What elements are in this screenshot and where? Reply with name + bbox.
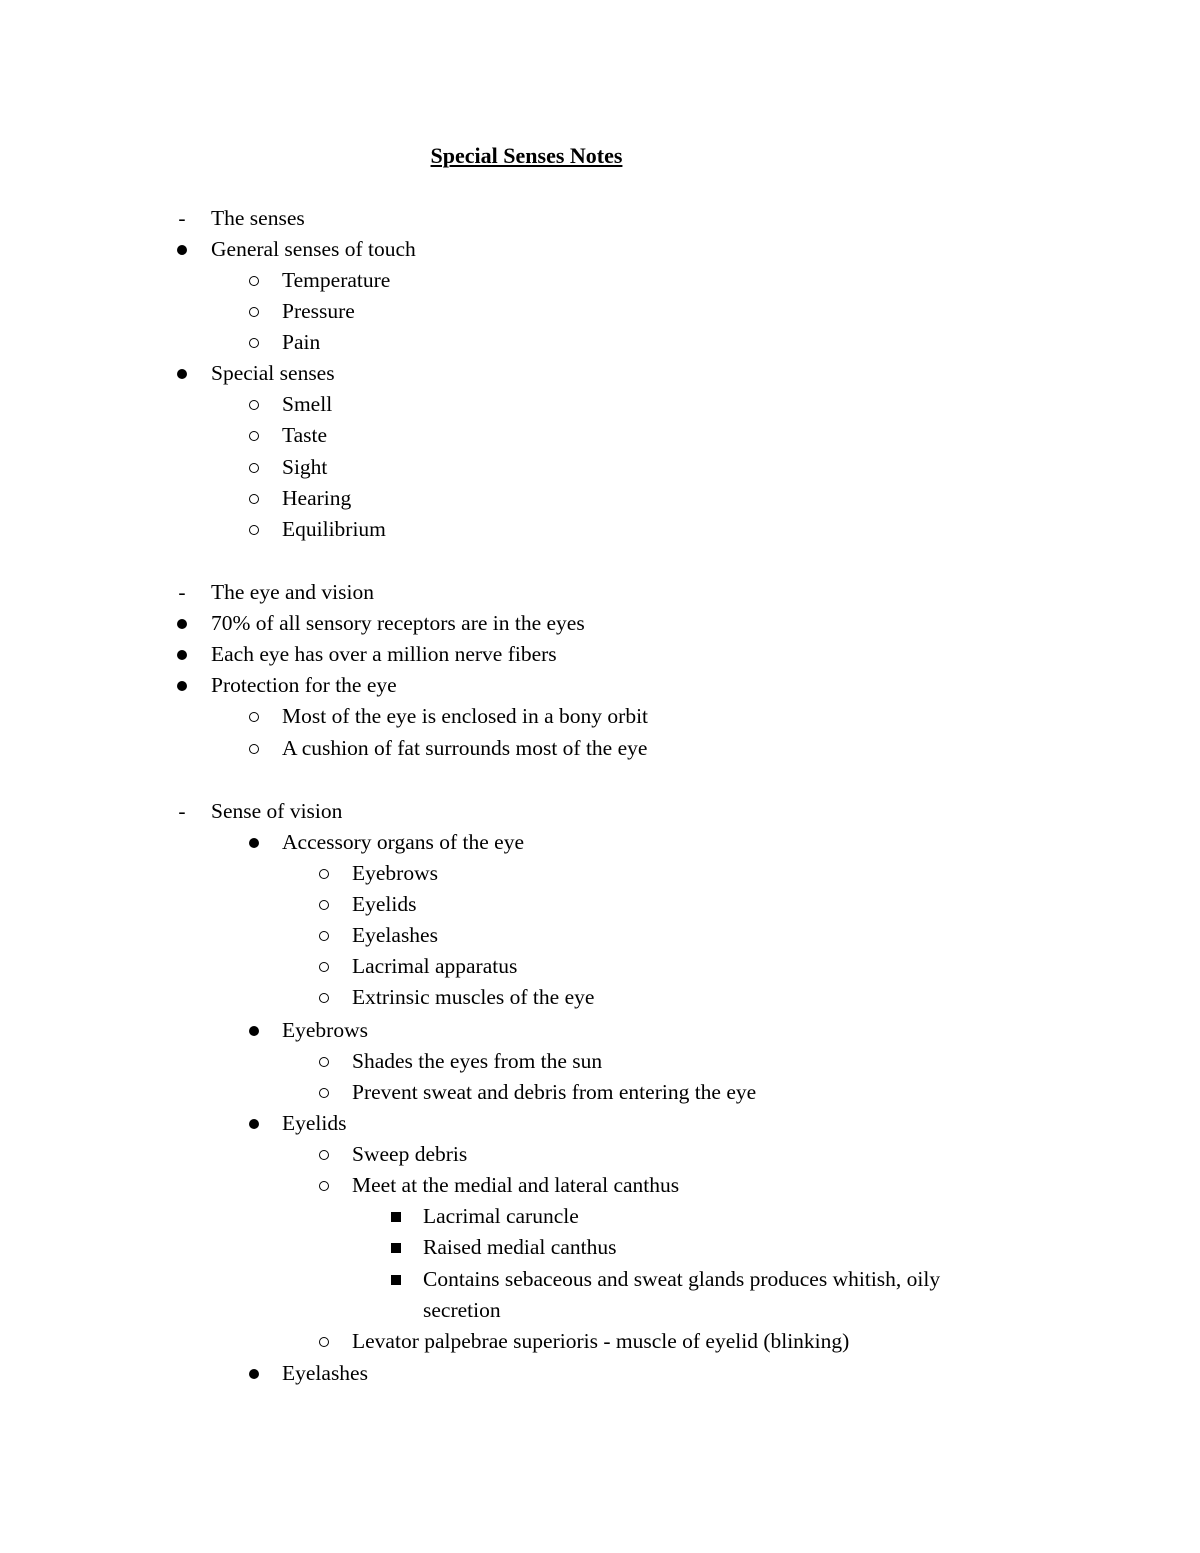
circle-bullet-icon (314, 889, 334, 920)
list-item: Protection for the eye (0, 670, 1100, 701)
list-item: Equilibrium (0, 514, 1100, 545)
list-item: Taste (0, 420, 1100, 451)
list-item: Most of the eye is enclosed in a bony orbit (0, 701, 1100, 732)
list-item: Extrinsic muscles of the eye (0, 982, 1100, 1013)
circle-bullet-icon (244, 701, 264, 732)
disc-bullet-icon (172, 234, 192, 265)
circle-bullet-icon (244, 265, 264, 296)
list-item: Meet at the medial and lateral canthus (0, 1170, 1100, 1201)
square-bullet-icon (386, 1232, 406, 1263)
circle-bullet-icon (244, 296, 264, 327)
list-item: Raised medial canthus (0, 1232, 1100, 1263)
list-item: Eyelids (0, 889, 1100, 920)
section-heading: - The eye and vision (0, 577, 1100, 608)
square-bullet-icon (386, 1201, 406, 1232)
list-item: Eyebrows (0, 858, 1100, 889)
list-item: Shades the eyes from the sun (0, 1046, 1100, 1077)
circle-bullet-icon (244, 483, 264, 514)
list-item: Eyelids (0, 1108, 1100, 1139)
list-item: Sweep debris (0, 1139, 1100, 1170)
circle-bullet-icon (244, 327, 264, 358)
list-item: Pain (0, 327, 1100, 358)
dash-bullet-icon (172, 796, 192, 827)
circle-bullet-icon (314, 1046, 334, 1077)
disc-bullet-icon (172, 608, 192, 639)
page-title: Special Senses Notes (430, 143, 623, 168)
list-item: Eyelashes (0, 920, 1100, 951)
circle-bullet-icon (244, 452, 264, 483)
circle-bullet-icon (314, 951, 334, 982)
circle-bullet-icon (314, 1139, 334, 1170)
dash-bullet-icon (172, 203, 192, 234)
list-item: Lacrimal caruncle (0, 1201, 1100, 1232)
circle-bullet-icon (314, 1077, 334, 1108)
list-item: Special senses (0, 358, 1100, 389)
section-heading: - Sense of vision (0, 796, 1100, 827)
disc-bullet-icon (172, 639, 192, 670)
circle-bullet-icon (244, 514, 264, 545)
dash-bullet-icon (172, 577, 192, 608)
circle-bullet-icon (314, 1326, 334, 1357)
square-bullet-icon (386, 1264, 406, 1295)
list-item: 70% of all sensory receptors are in the eyes (0, 608, 1100, 639)
list-item: Pressure (0, 296, 1100, 327)
disc-bullet-icon (244, 827, 264, 858)
list-item: Temperature (0, 265, 1100, 296)
list-item: Hearing (0, 483, 1100, 514)
list-item: Smell (0, 389, 1100, 420)
list-item: Levator palpebrae superioris - muscle of eyelid (blinking) (0, 1326, 1100, 1357)
section-heading: - The senses (0, 203, 1100, 234)
list-item: Eyelashes (0, 1358, 1100, 1389)
circle-bullet-icon (244, 733, 264, 764)
circle-bullet-icon (314, 1170, 334, 1201)
list-item: Sight (0, 452, 1100, 483)
list-item: Lacrimal apparatus (0, 951, 1100, 982)
disc-bullet-icon (244, 1108, 264, 1139)
disc-bullet-icon (172, 670, 192, 701)
circle-bullet-icon (244, 389, 264, 420)
circle-bullet-icon (314, 982, 334, 1013)
list-item: Prevent sweat and debris from entering the eye (0, 1077, 1100, 1108)
disc-bullet-icon (244, 1358, 264, 1389)
list-item: A cushion of fat surrounds most of the eye (0, 733, 1100, 764)
circle-bullet-icon (314, 858, 334, 889)
disc-bullet-icon (244, 1015, 264, 1046)
list-item: Eyebrows (0, 1015, 1100, 1046)
list-item: Contains sebaceous and sweat glands produces whitish, oily (0, 1264, 1100, 1295)
list-item-continuation: secretion (423, 1298, 501, 1322)
circle-bullet-icon (314, 920, 334, 951)
disc-bullet-icon (172, 358, 192, 389)
list-item: General senses of touch (0, 234, 1100, 265)
circle-bullet-icon (244, 420, 264, 451)
list-item: Each eye has over a million nerve fibers (0, 639, 1100, 670)
list-item: Accessory organs of the eye (0, 827, 1100, 858)
